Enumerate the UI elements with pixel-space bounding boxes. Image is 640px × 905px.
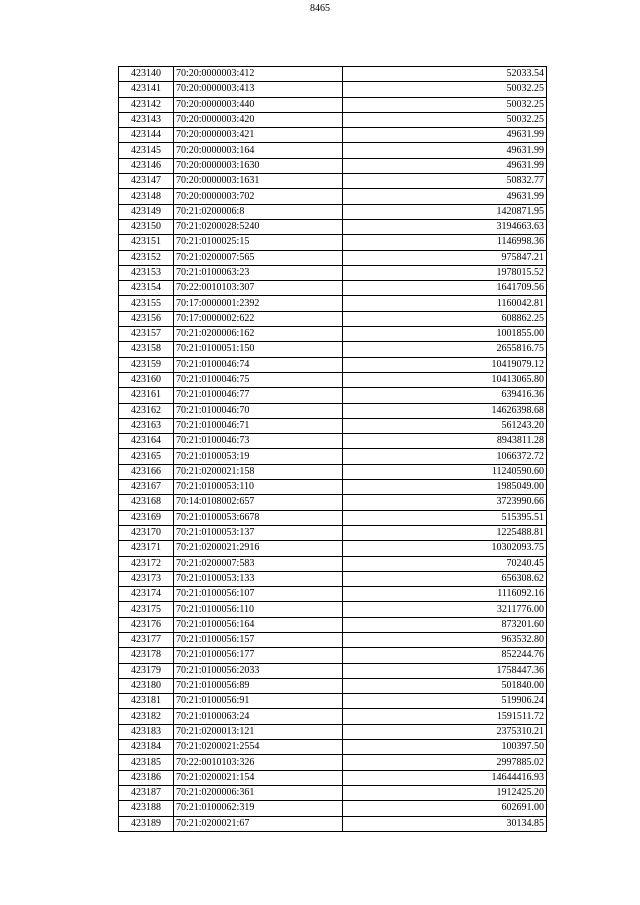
table-row [119,158,547,173]
cadastral-number-cell: 70:21:0100063:24 [174,709,343,724]
table-row [119,663,547,678]
value-cell: 10302093.75 [343,541,547,556]
cadastral-number-cell: 70:17:0000001:2392 [174,296,343,311]
value-cell: 1160042.81 [343,296,547,311]
row-id-cell: 423162 [119,403,174,418]
value-cell: 70240.45 [343,556,547,571]
table-row [119,281,547,296]
value-cell: 49631.99 [343,189,547,204]
value-cell: 1420871.95 [343,204,547,219]
row-id-cell: 423158 [119,342,174,357]
value-cell: 10419079.12 [343,357,547,372]
page-number: 8465 [310,3,330,14]
cadastral-number-cell: 70:21:0200021:2916 [174,541,343,556]
value-cell: 10413065.80 [343,372,547,387]
value-cell: 515395.51 [343,510,547,525]
cadastral-number-cell: 70:21:0100063:23 [174,265,343,280]
cadastral-number-cell: 70:20:0000003:412 [174,67,343,82]
table-body [119,67,547,832]
table-row [119,571,547,586]
row-id-cell: 423161 [119,388,174,403]
value-cell: 519906.24 [343,694,547,709]
table-row [119,418,547,433]
row-id-cell: 423159 [119,357,174,372]
table-row [119,785,547,800]
cadastral-number-cell: 70:21:0100046:75 [174,372,343,387]
row-id-cell: 423166 [119,464,174,479]
cadastral-number-cell: 70:17:0000002:622 [174,311,343,326]
value-cell: 1641709.56 [343,281,547,296]
cadastral-number-cell: 70:20:0000003:440 [174,97,343,112]
row-id-cell: 423144 [119,128,174,143]
cadastral-number-cell: 70:21:0100053:19 [174,449,343,464]
table-row [119,342,547,357]
cadastral-number-cell: 70:20:0000003:164 [174,143,343,158]
table-row [119,678,547,693]
value-cell: 639416.36 [343,388,547,403]
value-cell: 852244.76 [343,648,547,663]
cadastral-number-cell: 70:21:0100056:89 [174,678,343,693]
table-row [119,495,547,510]
table-row [119,464,547,479]
row-id-cell: 423176 [119,617,174,632]
row-id-cell: 423187 [119,785,174,800]
value-cell: 49631.99 [343,143,547,158]
table-row [119,801,547,816]
table-row [119,480,547,495]
table-row [119,128,547,143]
table-row [119,327,547,342]
value-cell: 1066372.72 [343,449,547,464]
value-cell: 1978015.52 [343,265,547,280]
value-cell: 1912425.20 [343,785,547,800]
value-cell: 2997885.02 [343,755,547,770]
row-id-cell: 423168 [119,495,174,510]
table-row [119,112,547,127]
cadastral-number-cell: 70:21:0100053:6678 [174,510,343,525]
cadastral-number-cell: 70:21:0100056:110 [174,602,343,617]
cadastral-number-cell: 70:21:0200021:158 [174,464,343,479]
cadastral-number-cell: 70:20:0000003:1630 [174,158,343,173]
cadastral-number-cell: 70:21:0100053:110 [174,480,343,495]
row-id-cell: 423181 [119,694,174,709]
row-id-cell: 423189 [119,816,174,831]
row-id-cell: 423167 [119,480,174,495]
row-id-cell: 423179 [119,663,174,678]
table-row [119,82,547,97]
value-cell: 11240590.60 [343,464,547,479]
row-id-cell: 423178 [119,648,174,663]
cadastral-number-cell: 70:22:0010103:326 [174,755,343,770]
value-cell: 50032.25 [343,97,547,112]
row-id-cell: 423163 [119,418,174,433]
table-row [119,265,547,280]
cadastral-number-cell: 70:20:0000003:702 [174,189,343,204]
cadastral-number-cell: 70:14:0108002:657 [174,495,343,510]
table-row [119,250,547,265]
cadastral-number-cell: 70:21:0200021:2554 [174,740,343,755]
cadastral-number-cell: 70:21:0100056:157 [174,632,343,647]
table-row [119,755,547,770]
table-row [119,617,547,632]
row-id-cell: 423174 [119,587,174,602]
row-id-cell: 423157 [119,327,174,342]
row-id-cell: 423155 [119,296,174,311]
cadastral-number-cell: 70:20:0000003:413 [174,82,343,97]
value-cell: 14626398.68 [343,403,547,418]
row-id-cell: 423164 [119,434,174,449]
cadastral-number-cell: 70:21:0100046:70 [174,403,343,418]
cadastral-number-cell: 70:21:0100056:107 [174,587,343,602]
row-id-cell: 423153 [119,265,174,280]
value-cell: 1116092.16 [343,587,547,602]
value-cell: 608862.25 [343,311,547,326]
row-id-cell: 423143 [119,112,174,127]
cadastral-number-cell: 70:21:0200007:583 [174,556,343,571]
row-id-cell: 423150 [119,219,174,234]
cadastral-number-cell: 70:21:0100053:133 [174,571,343,586]
row-id-cell: 423160 [119,372,174,387]
row-id-cell: 423165 [119,449,174,464]
row-id-cell: 423172 [119,556,174,571]
table-row [119,434,547,449]
cadastral-number-cell: 70:21:0200028:5240 [174,219,343,234]
table-row [119,632,547,647]
row-id-cell: 423152 [119,250,174,265]
value-cell: 50032.25 [343,112,547,127]
value-cell: 49631.99 [343,128,547,143]
value-cell: 1001855.00 [343,327,547,342]
cadastral-number-cell: 70:21:0100046:74 [174,357,343,372]
cadastral-number-cell: 70:20:0000003:420 [174,112,343,127]
value-cell: 2655816.75 [343,342,547,357]
table-row [119,770,547,785]
table-row [119,587,547,602]
table-row [119,525,547,540]
table-row [119,724,547,739]
table-row [119,219,547,234]
table-row [119,556,547,571]
cadastral-number-cell: 70:21:0100051:150 [174,342,343,357]
table-row [119,403,547,418]
value-cell: 1985049.00 [343,480,547,495]
value-cell: 1146998.36 [343,235,547,250]
table-row [119,189,547,204]
cadastral-number-cell: 70:20:0000003:1631 [174,174,343,189]
value-cell: 52033.54 [343,67,547,82]
cadastral-number-cell: 70:21:0200007:565 [174,250,343,265]
table-row [119,510,547,525]
row-id-cell: 423182 [119,709,174,724]
value-cell: 1225488.81 [343,525,547,540]
cadastral-number-cell: 70:21:0100056:2033 [174,663,343,678]
table-row [119,816,547,831]
row-id-cell: 423170 [119,525,174,540]
value-cell: 3194663.63 [343,219,547,234]
row-id-cell: 423169 [119,510,174,525]
value-cell: 561243.20 [343,418,547,433]
data-table [118,66,547,832]
value-cell: 1591511.72 [343,709,547,724]
table-row [119,541,547,556]
cadastral-number-cell: 70:21:0100056:177 [174,648,343,663]
row-id-cell: 423186 [119,770,174,785]
cadastral-number-cell: 70:20:0000003:421 [174,128,343,143]
row-id-cell: 423183 [119,724,174,739]
value-cell: 975847.21 [343,250,547,265]
cadastral-number-cell: 70:21:0100062:319 [174,801,343,816]
table-row [119,740,547,755]
table-row [119,388,547,403]
cadastral-number-cell: 70:21:0100025:15 [174,235,343,250]
cadastral-number-cell: 70:21:0200021:67 [174,816,343,831]
table-row [119,174,547,189]
value-cell: 50832.77 [343,174,547,189]
row-id-cell: 423175 [119,602,174,617]
cadastral-number-cell: 70:21:0100046:71 [174,418,343,433]
cadastral-number-cell: 70:21:0200006:8 [174,204,343,219]
cadastral-number-cell: 70:21:0200006:361 [174,785,343,800]
row-id-cell: 423177 [119,632,174,647]
row-id-cell: 423156 [119,311,174,326]
row-id-cell: 423149 [119,204,174,219]
value-cell: 8943811.28 [343,434,547,449]
table-row [119,709,547,724]
table-row [119,296,547,311]
table-row [119,648,547,663]
row-id-cell: 423147 [119,174,174,189]
row-id-cell: 423188 [119,801,174,816]
row-id-cell: 423151 [119,235,174,250]
value-cell: 30134.85 [343,816,547,831]
value-cell: 873201.60 [343,617,547,632]
value-cell: 501840.00 [343,678,547,693]
cadastral-number-cell: 70:21:0200013:121 [174,724,343,739]
table-row [119,97,547,112]
row-id-cell: 423184 [119,740,174,755]
cadastral-number-cell: 70:21:0100056:91 [174,694,343,709]
row-id-cell: 423173 [119,571,174,586]
cadastral-number-cell: 70:21:0100046:77 [174,388,343,403]
row-id-cell: 423154 [119,281,174,296]
cadastral-number-cell: 70:21:0200006:162 [174,327,343,342]
table-row [119,143,547,158]
value-cell: 14644416.93 [343,770,547,785]
table-row [119,449,547,464]
table-row [119,602,547,617]
value-cell: 963532.80 [343,632,547,647]
row-id-cell: 423141 [119,82,174,97]
cadastral-number-cell: 70:21:0100056:164 [174,617,343,632]
value-cell: 50032.25 [343,82,547,97]
cadastral-number-cell: 70:21:0100046:73 [174,434,343,449]
value-cell: 49631.99 [343,158,547,173]
row-id-cell: 423171 [119,541,174,556]
value-cell: 656308.62 [343,571,547,586]
table-row [119,311,547,326]
row-id-cell: 423180 [119,678,174,693]
row-id-cell: 423148 [119,189,174,204]
value-cell: 3723990.66 [343,495,547,510]
table-row [119,204,547,219]
row-id-cell: 423185 [119,755,174,770]
cadastral-number-cell: 70:21:0200021:154 [174,770,343,785]
value-cell: 100397.50 [343,740,547,755]
table-row [119,67,547,82]
value-cell: 3211776.00 [343,602,547,617]
table-row [119,235,547,250]
table-row [119,372,547,387]
cadastral-number-cell: 70:22:0010103:307 [174,281,343,296]
table-row [119,357,547,372]
value-cell: 2375310.21 [343,724,547,739]
value-cell: 1758447.36 [343,663,547,678]
row-id-cell: 423145 [119,143,174,158]
row-id-cell: 423142 [119,97,174,112]
table-row [119,694,547,709]
row-id-cell: 423146 [119,158,174,173]
cadastral-number-cell: 70:21:0100053:137 [174,525,343,540]
row-id-cell: 423140 [119,67,174,82]
value-cell: 602691.00 [343,801,547,816]
